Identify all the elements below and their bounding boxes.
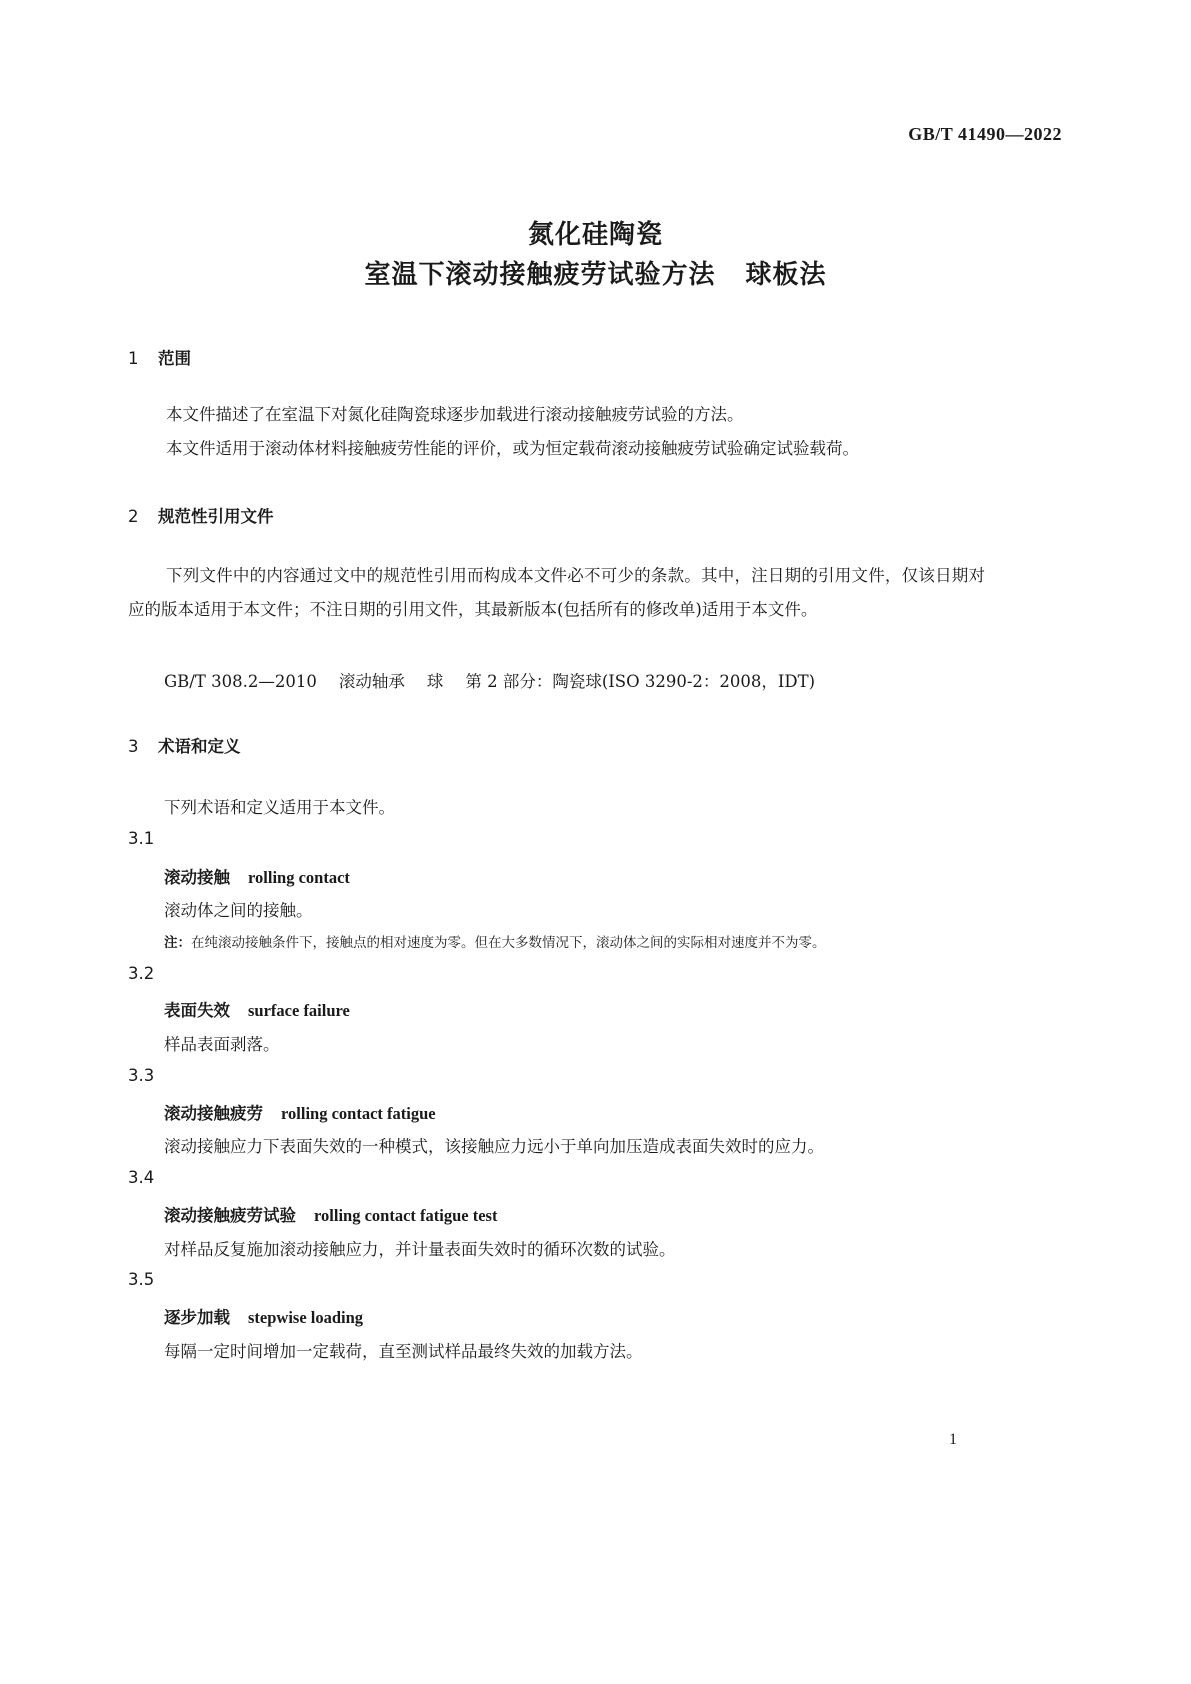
page-number: 1 [949,1431,957,1448]
note-text: 在纯滚动接触条件下，接触点的相对速度为零。但在大多数情况下，滚动体之间的实际相对速度并不为零。 [191,935,826,951]
term-en: rolling contact fatigue test [314,1206,498,1225]
term-number: 3.3 [128,1066,155,1085]
document-title-line-1: 氮化硅陶瓷 [527,220,663,250]
section-number: 2 [128,507,139,526]
term-heading [164,1202,497,1226]
normative-references-paragraph: 下列文件中的内容通过文中的规范性引用而构成本文件必不可少的条款。其中，注日期的引用文件，仅该日期对应的版本适用于本文件；不注日期的引用文件，其最新版本(包括所有的修改单)适用于本文件。 [128,566,985,619]
term-definition: 滚动体之间的接触。 [164,901,313,920]
term-heading [164,1304,363,1328]
section-heading-2 [128,503,274,527]
term-zh: 滚动接触 [164,868,230,887]
term-en: stepwise loading [248,1308,364,1327]
section-title: 范围 [158,349,191,368]
scope-paragraph-1: 本文件描述了在室温下对氮化硅陶瓷球逐步加载进行滚动接触疲劳试验的方法。 [166,405,744,424]
term-zh: 逐步加载 [164,1308,230,1327]
term-zh: 表面失效 [164,1001,230,1020]
reference-entry [164,668,815,692]
note-label: 注： [164,935,191,951]
section-heading-1 [128,345,191,369]
section-title: 规范性引用文件 [158,507,274,526]
title-sub-part: 球板法 [745,260,827,290]
term-zh: 滚动接触疲劳试验 [164,1206,296,1225]
term-number: 3.5 [128,1270,155,1289]
term-definition: 对样品反复施加滚动接触应力，并计量表面失效时的循环次数的试验。 [164,1240,676,1259]
reference-title-part-2: 球 [426,672,444,691]
term-definition: 滚动接触应力下表面失效的一种模式，该接触应力远小于单向加压造成表面失效时的应力。 [164,1137,824,1156]
section-title: 术语和定义 [158,737,241,756]
term-definition: 每隔一定时间增加一定载荷，直至测试样品最终失效的加载方法。 [164,1342,643,1361]
reference-title-part-1: 滚动轴承 [338,672,405,691]
term-heading [164,1100,436,1124]
term-zh: 滚动接触疲劳 [164,1104,263,1123]
standard-code: GB/T 41490—2022 [908,124,1062,144]
term-number: 3.2 [128,964,155,983]
document-title-line-2 [0,254,1191,291]
title-main-part: 室温下滚动接触疲劳试验方法 [364,260,716,290]
section-number: 3 [128,737,139,756]
term-number: 3.1 [128,829,155,848]
term-en: rolling contact [248,868,350,887]
term-heading [164,864,350,888]
term-en: rolling contact fatigue [281,1104,436,1123]
section-number: 1 [128,349,139,368]
term-heading [164,997,350,1021]
reference-title-part-3: 第 2 部分：陶瓷球(ISO 3290-2：2008，IDT) [465,672,816,691]
section-heading-3 [128,733,241,757]
term-note [164,931,826,951]
term-definition: 样品表面剥落。 [164,1035,280,1054]
term-number: 3.4 [128,1168,155,1187]
term-en: surface failure [248,1001,350,1020]
reference-code: GB/T 308.2—2010 [164,672,317,691]
terms-intro: 下列术语和定义适用于本文件。 [164,798,395,817]
scope-paragraph-2: 本文件适用于滚动体材料接触疲劳性能的评价，或为恒定载荷滚动接触疲劳试验确定试验载荷。 [166,439,859,458]
